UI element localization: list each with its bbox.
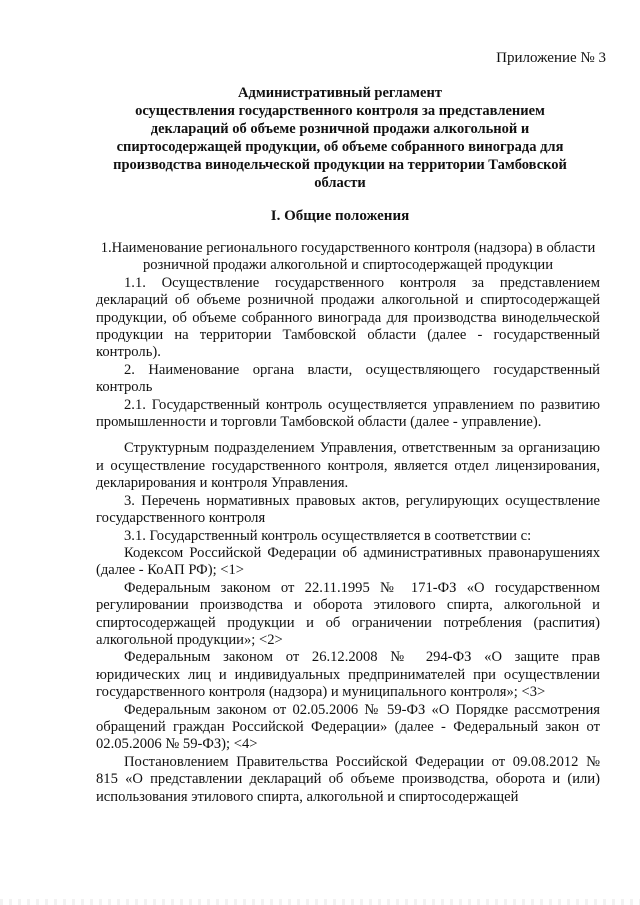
section-heading: I. Общие положения (270, 208, 410, 224)
paragraph-law-294: Федеральным законом от 26.12.2008 № 294-ФЗ «О защите прав юридических лиц и индивидуальных предпринимателей при осуществлении государственного контроля (надзора) и муниципального контроля»; <3> (96, 649, 600, 701)
appendix-label: Приложение № 3 (496, 50, 606, 66)
paragraph-structural-unit: Структурным подразделением Управления, ответственным за организацию и осуществление государственного контроля, является отдел лицензирования, декларирования и контроля Управления. (96, 440, 600, 492)
paragraph-3-1: 3.1. Государственный контроль осуществляется в соответствии с: (124, 527, 532, 544)
title-line: деклараций об объеме розничной продажи алкогольной и (150, 121, 530, 137)
title-line: производства винодельческой продукции на территории Тамбовской (113, 157, 567, 173)
title-line: осуществления государственного контроля за представлением (135, 103, 545, 119)
paragraph-1-1: 1.1. Осуществление государственного контроля за представлением деклараций об объеме розничной продажи алкогольной и спиртосодержащей продукции, об объеме собранного винограда для производства винодельческой продукции на территории Тамбовской области (далее - государственный контроль). (96, 274, 600, 361)
document-body (96, 240, 600, 806)
paragraph-3: 3. Перечень нормативных правовых актов, регулирующих осуществление государственного контроля (96, 492, 600, 527)
paragraph-2: 2. Наименование органа власти, осуществляющего государственный контроль (96, 361, 600, 396)
document-title (90, 84, 590, 192)
title-line: Административный регламент (238, 85, 442, 101)
paragraph-koap: Кодексом Российской Федерации об административных правонарушениях (далее - КоАП РФ); <1> (96, 544, 600, 579)
scan-edge-artifact (0, 899, 640, 905)
title-line: области (314, 175, 366, 191)
paragraph-resolution-815: Постановлением Правительства Российской Федерации от 09.08.2012 № 815 «О представлении деклараций об объеме производства, оборота и (или) использования этилового спирта, алкогольной и спиртосодержащей (96, 753, 600, 805)
title-line: спиртосодержащей продукции, об объеме собранного винограда для (116, 139, 564, 155)
paragraph-2-1: 2.1. Государственный контроль осуществляется управлением по развитию промышленности и торговли Тамбовской области (далее - управление). (96, 396, 600, 431)
paragraph-law-171: Федеральным законом от 22.11.1995 № 171-ФЗ «О государственном регулировании производства и оборота этилового спирта, алкогольной и спиртосодержащей продукции и об ограничении потребления (распития) алкогольной продукции»; <2> (96, 579, 600, 648)
paragraph-control-name: 1.Наименование регионального государственного контроля (надзора) в области розничной продажи алкогольной и спиртосодержащей продукции (100, 240, 596, 274)
paragraph-law-59: Федеральным законом от 02.05.2006 № 59-ФЗ «О Порядке рассмотрения обращений граждан Российской Федерации» (далее - Федеральный закон от 02.05.2006 № 59-ФЗ); <4> (96, 701, 600, 753)
